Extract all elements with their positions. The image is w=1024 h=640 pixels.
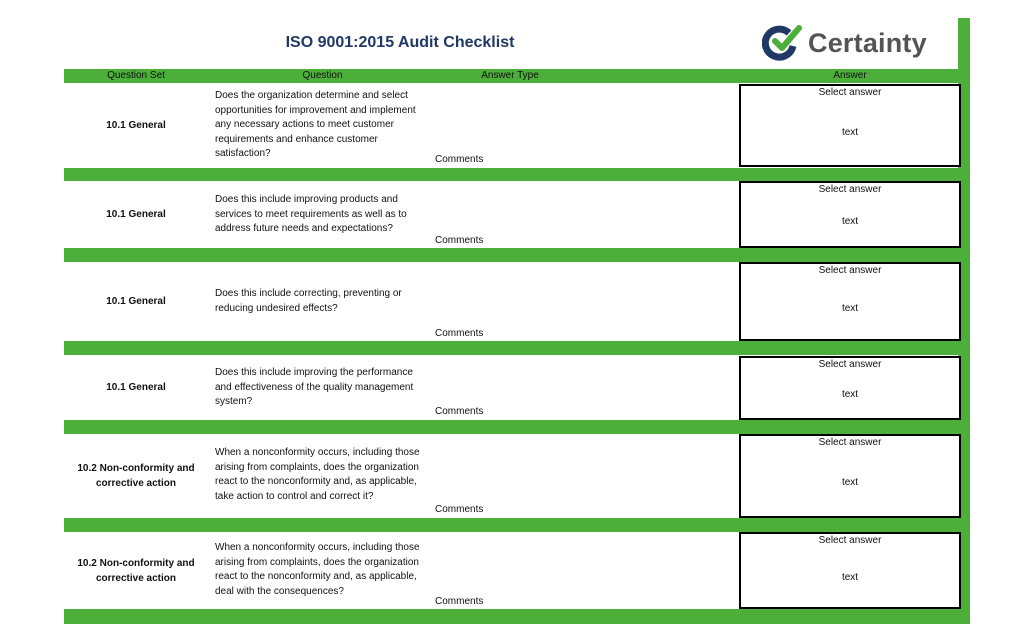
row-separator <box>64 420 970 434</box>
header-question-set: Question Set <box>107 70 165 81</box>
select-answer-dropdown[interactable]: Select answer <box>739 262 961 279</box>
question-set-cell: 10.1 General <box>106 209 166 220</box>
header-answer: Answer <box>833 70 867 81</box>
select-answer-dropdown[interactable]: Select answer <box>739 434 961 451</box>
row-separator <box>64 518 970 532</box>
row-separator <box>64 248 970 262</box>
check-circle-icon <box>762 24 802 62</box>
comments-label[interactable]: Comments <box>435 328 484 339</box>
question-set-cell: 10.1 General <box>106 382 166 393</box>
question-text: Does this include improving the performance and effectiveness of the quality management system? <box>215 367 414 408</box>
comments-label[interactable]: Comments <box>435 406 484 417</box>
question-text: Does the organization determine and select opportunities for improvement and implement any necessary actions to meet customer requirements and enhance customer satisfaction? <box>215 90 416 160</box>
logo-text: Certainty <box>808 27 927 58</box>
select-answer-dropdown[interactable]: Select answer <box>739 356 961 373</box>
comments-label[interactable]: Comments <box>435 596 484 607</box>
answer-text-field[interactable]: text <box>739 371 961 420</box>
comments-label[interactable]: Comments <box>435 504 484 515</box>
select-answer-dropdown[interactable]: Select answer <box>739 532 961 549</box>
row-separator <box>64 609 970 624</box>
question-text: When a nonconformity occurs, including those arising from complaints, does the organization react to the nonconformity and, as applicable, take action to control and correct it? <box>215 447 420 502</box>
question-text: When a nonconformity occurs, including those arising from complaints, does the organization react to the nonconformity and, as applicable, deal with the consequences? <box>215 542 420 597</box>
question-set-cell: 10.1 General <box>106 296 166 307</box>
page-title: ISO 9001:2015 Audit Checklist <box>285 34 515 51</box>
row-separator <box>64 341 970 355</box>
question-text: Does this include improving products and services to meet requirements as well as to address future needs and expectations? <box>215 194 407 235</box>
comments-label[interactable]: Comments <box>435 235 484 246</box>
question-set-cell: 10.2 Non-conformity and corrective action <box>77 558 195 584</box>
question-set-cell: 10.1 General <box>106 120 166 131</box>
question-text: Does this include correcting, preventing or reducing undesired effects? <box>215 288 402 314</box>
header-answer-type: Answer Type <box>481 70 539 81</box>
certainty-logo <box>762 22 927 64</box>
select-answer-dropdown[interactable]: Select answer <box>739 181 961 198</box>
answer-text-field[interactable]: text <box>739 99 961 167</box>
question-set-cell: 10.2 Non-conformity and corrective action <box>77 463 195 489</box>
header-question: Question <box>302 70 343 81</box>
comments-label[interactable]: Comments <box>435 154 484 165</box>
answer-text-field[interactable]: text <box>739 449 961 518</box>
answer-text-field[interactable]: text <box>739 277 961 341</box>
answer-text-field[interactable]: text <box>739 196 961 248</box>
row-separator <box>64 168 970 181</box>
answer-text-field[interactable]: text <box>739 547 961 609</box>
select-answer-dropdown[interactable]: Select answer <box>739 84 961 101</box>
